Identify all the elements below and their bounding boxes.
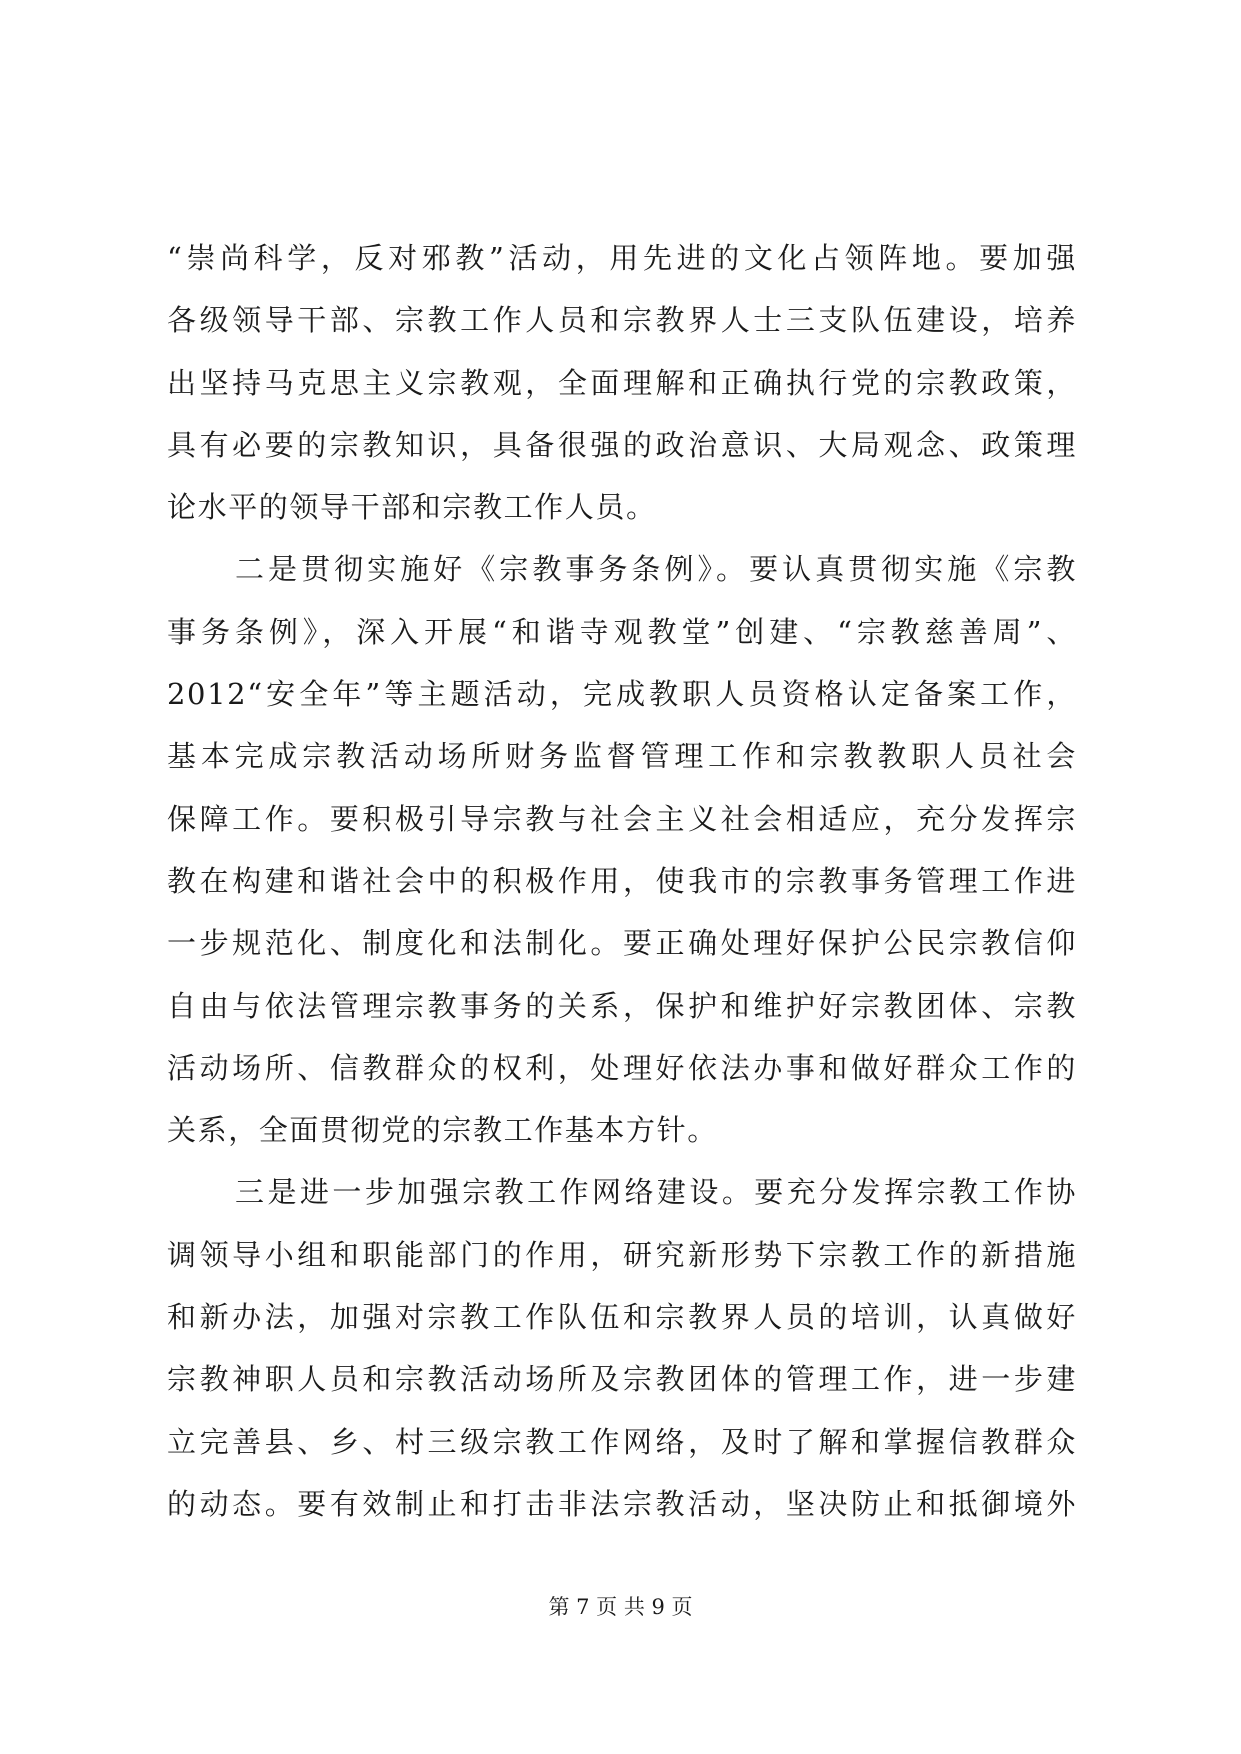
text-line: 立完善县、乡、村三级宗教工作网络，及时了解和掌握信教群众 [167, 1424, 1077, 1459]
text-line: 自由与依法管理宗教事务的关系，保护和维护好宗教团体、宗教 [167, 988, 1077, 1023]
text-line: 关系，全面贯彻党的宗教工作基本方针。 [167, 1113, 718, 1148]
text-line: 调领导小组和职能部门的作用，研究新形势下宗教工作的新措施 [167, 1237, 1077, 1272]
text-line: 教在构建和谐社会中的积极作用，使我市的宗教事务管理工作进 [167, 863, 1077, 898]
text-line: 论水平的领导干部和宗教工作人员。 [167, 490, 657, 525]
text-line: 宗教神职人员和宗教活动场所及宗教团体的管理工作，进一步建 [167, 1362, 1077, 1397]
text-line: 活动场所、信教群众的权利，处理好依法办事和做好群众工作的 [167, 1050, 1077, 1085]
text-line: 的动态。要有效制止和打击非法宗教活动，坚决防止和抵御境外 [167, 1486, 1077, 1521]
text-line: 出坚持马克思主义宗教观，全面理解和正确执行党的宗教政策， [167, 365, 1077, 400]
text-line: 2012“安全年”等主题活动，完成教职人员资格认定备案工作， [167, 677, 1077, 712]
page-number-footer: 第 7 页 共 9 页 [548, 1595, 693, 1619]
text-line: 具有必要的宗教知识，具备很强的政治意识、大局观念、政策理 [167, 427, 1077, 462]
text-line: 二是贯彻实施好《宗教事务条例》。要认真贯彻实施《宗教 [235, 552, 1077, 587]
text-line: 各级领导干部、宗教工作人员和宗教界人士三支队伍建设，培养 [167, 303, 1077, 338]
text-line: 三是进一步加强宗教工作网络建设。要充分发挥宗教工作协 [235, 1175, 1077, 1210]
text-line: “崇尚科学，反对邪教”活动，用先进的文化占领阵地。要加强 [167, 241, 1077, 275]
text-line: 保障工作。要积极引导宗教与社会主义社会相适应，充分发挥宗 [167, 801, 1077, 836]
text-line: 事务条例》，深入开展“和谐寺观教堂”创建、“宗教慈善周”、 [167, 614, 1077, 649]
text-line: 一步规范化、制度化和法制化。要正确处理好保护公民宗教信仰 [167, 926, 1077, 961]
body-text [167, 227, 1077, 1535]
text-line: 和新办法，加强对宗教工作队伍和宗教界人员的培训，认真做好 [167, 1300, 1077, 1335]
text-line: 基本完成宗教活动场所财务监督管理工作和宗教教职人员社会 [167, 739, 1077, 774]
